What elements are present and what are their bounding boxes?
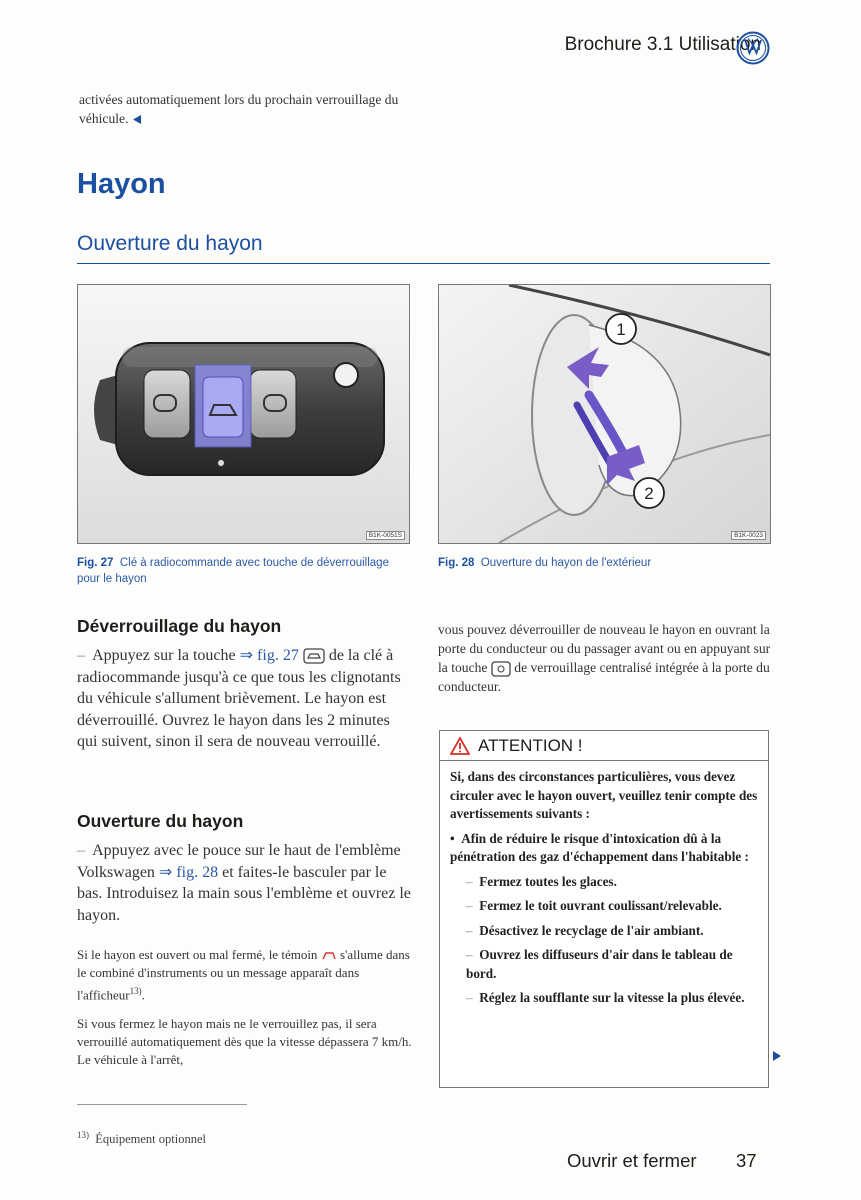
trunk-warning-light-icon — [321, 951, 337, 961]
attention-box — [439, 730, 769, 1088]
unlock-button — [250, 370, 296, 438]
marker-1-label: 1 — [616, 320, 626, 339]
trunk-opening-illustration — [439, 285, 770, 543]
running-header: Brochure 3.1 Utilisation — [564, 34, 761, 55]
warning-triangle-icon — [450, 737, 470, 755]
figure-27-caption: Fig. 27 Clé à radiocommande avec touche de déverrouillage pour le hayon — [77, 557, 389, 585]
attention-header — [440, 731, 768, 761]
warning-light-paragraph: Si le hayon est ouvert ou mal fermé, le témoin s'allume dans le combiné d'instruments ou un message apparaît dans l'afficheur$^{13)}$. — [77, 947, 410, 1003]
attention-item: – Désactivez le recyclage de l'air ambiant. — [466, 922, 704, 938]
attention-item: – Réglez la soufflante sur la vitesse la plus élevée. — [466, 990, 745, 1005]
footer-chapter-title: Ouvrir et fermer — [567, 1150, 697, 1171]
key-fob-illustration — [78, 285, 409, 543]
central-locking-button-icon — [491, 661, 511, 677]
subsection-title: Ouverture du hayon — [77, 232, 263, 255]
attention-body — [440, 761, 768, 1008]
attention-title: ATTENTION ! — [478, 735, 583, 755]
figure-28-caption: Fig. 28 Ouverture du hayon de l'extérieur — [438, 557, 652, 569]
lock-button — [144, 370, 190, 438]
unlock-instructions: – Appuyez sur la touche ⇒ fig. 27 de la clé à radiocommande jusqu'à ce que tous les clignotants du véhicule s'allument brièvement. Le hayon est déverrouillé. Ouvrez le hayon dans les 2 minutes qui suivent, sinon il sera de nouveau verrouillé. — [77, 647, 401, 750]
footnote-rule — [77, 1104, 247, 1105]
fig28-reference[interactable]: ⇒ fig. 28 — [158, 863, 219, 881]
marker-2-label: 2 — [644, 484, 654, 503]
section-title: Hayon — [77, 168, 166, 200]
subsection-rule — [77, 263, 770, 264]
trunk-key-button-icon — [303, 648, 325, 664]
open-instructions: – Appuyez avec le pouce sur le haut de l'emblème Volkswagen ⇒ fig. 28 et faites-le basculer par le bas. Introduisez la main sous l'emblème et ouvrez le hayon. — [77, 842, 411, 924]
fig27-reference[interactable]: ⇒ fig. 27 — [239, 647, 299, 664]
intro-paragraph: activées automatiquement lors du prochain verrouillage du véhicule. — [79, 92, 399, 126]
end-of-section-icon — [132, 114, 142, 125]
attention-item: – Fermez toutes les glaces. — [466, 873, 617, 889]
key-release-button — [334, 363, 358, 387]
figure-code: B1K-0023 — [731, 531, 766, 540]
right-column-paragraph: vous pouvez déverrouiller de nouveau le hayon en ouvrant la porte du conducteur ou du passager avant ou en appuyant sur la touche de verrouillage centralisé intégrée à la porte du conducteur. — [438, 622, 771, 694]
attention-intro: Si, dans des circonstances particulières, vous devez circuler avec le hayon ouvert, veuillez tenir compte des avertissements suivants : — [450, 769, 758, 821]
figure-28-trunk — [438, 284, 771, 544]
figure-27-key — [77, 284, 410, 544]
footnote: $^{13)}$ Équipement optionnel — [77, 1130, 206, 1147]
attention-item: – Ouvrez les diffuseurs d'air dans le tableau de bord. — [466, 947, 733, 981]
heading-open: Ouverture du hayon — [77, 811, 244, 831]
auto-lock-paragraph: Si vous fermez le hayon mais ne le verrouillez pas, il sera verrouillé automatiquement dès que la vitesse dépassera 7 km/h. Le véhicule à l'arrêt, — [77, 1016, 412, 1067]
continued-arrow-icon — [772, 1050, 782, 1062]
attention-item: – Fermez le toit ouvrant coulissant/relevable. — [466, 898, 722, 913]
heading-unlock: Déverrouillage du hayon — [77, 616, 282, 636]
vw-logo-icon — [736, 31, 770, 65]
page-number: 37 — [736, 1150, 757, 1171]
attention-bullet: • Afin de réduire le risque d'intoxication dû à la pénétration des gaz d'échappement dans l'habitable : — [450, 830, 749, 864]
figure-code: B1K-0051S — [366, 531, 405, 540]
